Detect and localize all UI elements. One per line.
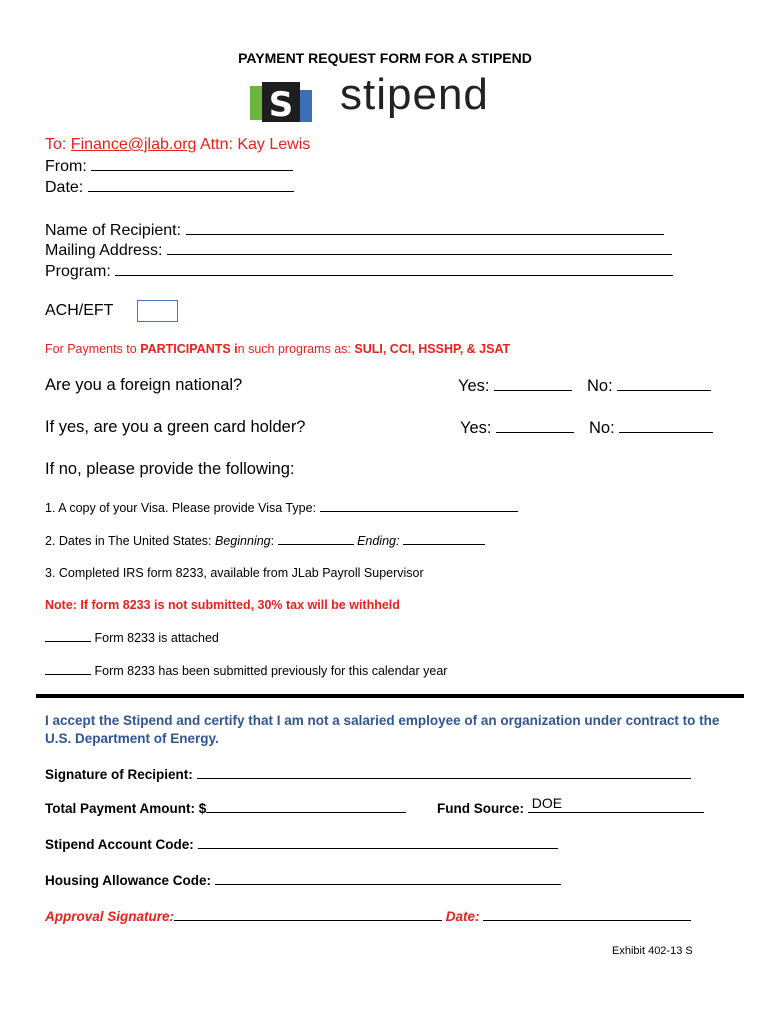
to-line (45, 136, 310, 154)
form-attached-field[interactable] (45, 630, 91, 642)
approval-signature-field[interactable] (174, 908, 442, 921)
foreign-national-question: Are you a foreign national? (45, 376, 243, 394)
date-line (45, 177, 294, 197)
section-divider (36, 694, 744, 698)
fund-source-field[interactable] (528, 795, 704, 813)
total-payment-label: Total Payment Amount: $ (45, 801, 207, 816)
program-label: Program: (45, 263, 111, 280)
date-label: Date: (45, 179, 84, 196)
approval-date-field[interactable] (483, 908, 691, 921)
mailing-address-field[interactable] (167, 240, 672, 255)
green-card-no-field[interactable] (619, 418, 713, 433)
green-card-no-label: No: (589, 419, 615, 437)
foreign-yes-field[interactable] (494, 376, 572, 391)
foreign-yes (458, 376, 572, 396)
form-previously-field[interactable] (45, 663, 91, 675)
approval-date-label: Date: (445, 909, 480, 924)
account-code-field[interactable] (198, 836, 558, 849)
mailing-line (45, 240, 672, 260)
dates-line: 2. Dates in The United States: Beginning: Ending: (45, 533, 485, 548)
certification-statement: I accept the Stipend and certify that I am not a salaried employee of an organization under contract to the U.S. Department of Energy. (45, 713, 720, 746)
stipend-logo-icon (250, 80, 316, 124)
recipient-signature-label: Signature of Recipient: (45, 767, 193, 782)
foreign-no-label: No: (587, 377, 613, 395)
green-card-yes-label: Yes: (460, 419, 492, 437)
form-previously-line (45, 663, 447, 678)
if-no-heading: If no, please provide the following: (45, 460, 295, 478)
from-line (45, 156, 293, 176)
participants-note-middle: n such programs as: (237, 342, 355, 356)
program-list: SULI, CCI, HSSHP, & JSAT (354, 342, 511, 356)
form-previously-label: Form 8233 has been submitted previously for this calendar year (94, 664, 448, 678)
approval-signature-line (45, 908, 691, 924)
beginning-date-field[interactable] (278, 533, 354, 545)
form-attached-label: Form 8233 is attached (94, 631, 219, 645)
fund-source-line (437, 795, 704, 816)
exhibit-number: Exhibit 402-13 S (612, 945, 693, 957)
stipend-logo (250, 70, 540, 128)
name-line (45, 220, 664, 240)
visa-line (45, 500, 518, 515)
fund-source-label: Fund Source: (437, 801, 524, 816)
tax-withheld-note: Note: If form 8233 is not submitted, 30% tax will be withheld (45, 598, 400, 612)
recipient-signature-field[interactable] (197, 766, 691, 779)
beginning-label: Beginning (215, 534, 271, 548)
finance-email-link[interactable]: Finance@jlab.org (70, 136, 197, 153)
ending-date-field[interactable] (403, 533, 485, 545)
green-card-question: If yes, are you a green card holder? (45, 418, 306, 436)
green-card-yes (460, 418, 574, 438)
name-label: Name of Recipient: (45, 222, 182, 239)
recipient-signature-line (45, 766, 691, 782)
green-card-no (589, 418, 713, 438)
logo-letter: S (268, 85, 294, 124)
fund-source-value: DOE (531, 795, 563, 811)
ach-eft-checkbox[interactable] (137, 300, 178, 322)
housing-code-field[interactable] (215, 872, 561, 885)
ach-label: ACH/EFT (45, 302, 114, 319)
visa-type-field[interactable] (320, 500, 518, 512)
program-line (45, 261, 673, 281)
foreign-no-field[interactable] (617, 376, 711, 391)
form-attached-line (45, 630, 219, 645)
total-payment-field[interactable] (206, 800, 406, 813)
mailing-label: Mailing Address: (45, 242, 163, 259)
to-label: To: (45, 136, 71, 153)
housing-code-label: Housing Allowance Code: (45, 873, 212, 888)
approval-signature-label: Approval Signature: (45, 909, 175, 924)
ending-label: Ending: (357, 534, 400, 548)
logo-text: stipend (340, 70, 489, 119)
form-title: PAYMENT REQUEST FORM FOR A STIPEND (238, 50, 532, 66)
foreign-no (587, 376, 711, 396)
from-field[interactable] (91, 156, 293, 171)
participants-word: PARTICIPANTS i (140, 342, 238, 356)
irs-form-line: 3. Completed IRS form 8233, available from JLab Payroll Supervisor (45, 566, 424, 580)
date-field[interactable] (88, 177, 294, 192)
foreign-yes-label: Yes: (458, 377, 490, 395)
attn-text: Attn: Kay Lewis (196, 136, 311, 153)
visa-label: 1. A copy of your Visa. Please provide Visa Type: (45, 501, 317, 515)
account-code-line (45, 836, 558, 852)
account-code-label: Stipend Account Code: (45, 837, 194, 852)
total-payment-line (45, 800, 406, 816)
from-label: From: (45, 158, 87, 175)
green-card-yes-field[interactable] (496, 418, 574, 433)
participants-note (45, 342, 510, 356)
participants-note-prefix: For Payments to (45, 342, 141, 356)
program-field[interactable] (115, 261, 673, 276)
dates-label: 2. Dates in The United States: (45, 534, 216, 548)
name-of-recipient-field[interactable] (186, 220, 664, 235)
housing-code-line (45, 872, 561, 888)
